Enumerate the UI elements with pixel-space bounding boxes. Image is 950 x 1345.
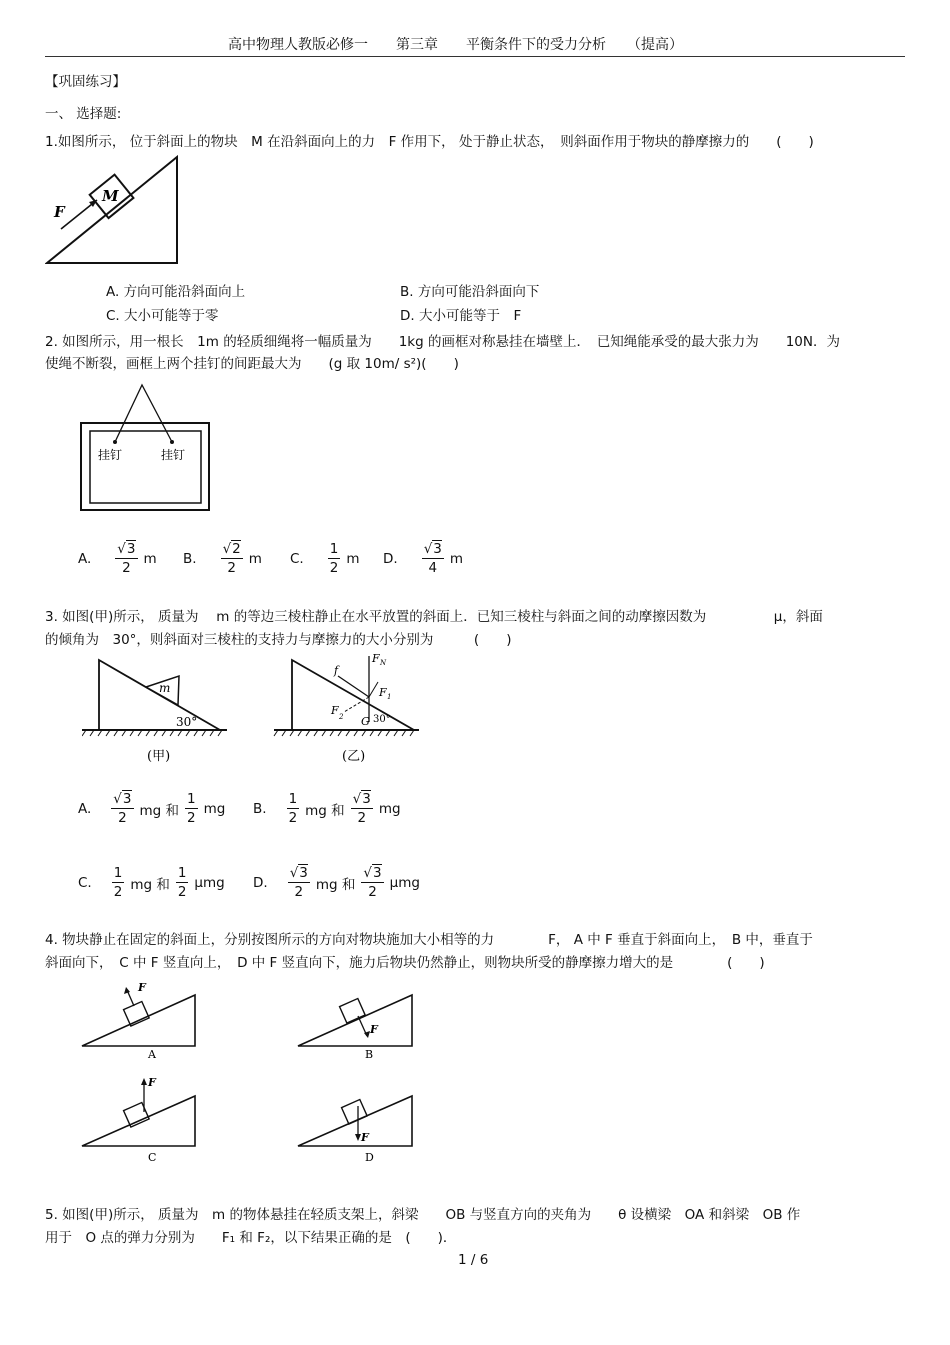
q4-stem-line2: 斜面向下， C 中 F 竖直向上， D 中 F 竖直向下，施力后物块仍然静止，则物块所受的静摩擦力增大的是 ( )	[45, 955, 765, 971]
q1-incline-figure	[45, 155, 180, 267]
q5-stem-line2: 用于 O 点的弹力分别为 F₁ 和 F₂，以下结果正确的是 ( )．	[45, 1230, 457, 1246]
q4-c-force-label: F	[148, 1076, 156, 1089]
q4-caption-d: D	[365, 1151, 374, 1164]
q3-label-fn: F	[372, 652, 380, 665]
q1-option-a: A. 方向可能沿斜面向上	[106, 284, 246, 300]
section-label: 【巩固练习】	[45, 74, 126, 90]
q3-label-f1-sub: 1	[387, 693, 392, 701]
q4-caption-a: A	[148, 1048, 156, 1061]
q3-stem-line1: 3. 如图(甲)所示， 质量为 m 的等边三棱柱静止在水平放置的斜面上．已知三棱柱与斜面之间的动摩擦因数为 μ，斜面	[45, 609, 823, 625]
part-label: 一、 选择题:	[45, 106, 122, 122]
q3-angle-label-left: 30°	[176, 715, 198, 729]
q1-option-b: B. 方向可能沿斜面向下	[400, 284, 540, 300]
q2-option-c: C. $\frac{1}{2}$ m	[290, 541, 360, 576]
q3-option-c: C. $\frac{1}{2}$ mg 和 $\frac{1}{2}$ μmg	[78, 865, 225, 900]
q4-caption-c: C	[148, 1151, 157, 1164]
q3-figure	[82, 652, 432, 767]
q5-stem-line1: 5. 如图(甲)所示， 质量为 m 的物体悬挂在轻质支架上，斜梁 OB 与竖直方向的夹角为 θ 设横梁 OA 和斜梁 OB 作	[45, 1207, 801, 1223]
q3-label-f1: F	[379, 686, 387, 699]
q4-b-force-label: F	[370, 1023, 378, 1036]
q3-option-a: A. $\frac{√3}{2}$ mg 和 $\frac{1}{2}$ mg	[78, 791, 226, 826]
q1-force-label: F	[54, 203, 65, 221]
q2-frame-figure	[78, 380, 213, 515]
page-number: 1 / 6	[458, 1252, 489, 1268]
q4-figure	[78, 978, 423, 1170]
q1-option-c: C. 大小可能等于零	[106, 308, 219, 324]
page-header-title: 高中物理人教版必修一 第三章 平衡条件下的受力分析 （提高）	[228, 37, 683, 53]
q2-option-b: B. $\frac{√2}{2}$ m	[183, 541, 262, 576]
q3-option-d: D. $\frac{√3}{2}$ mg 和 $\frac{√3}{2}$ μmg	[253, 865, 420, 900]
q3-mass-label: m	[159, 681, 171, 695]
q2-option-d: D. $\frac{√3}{4}$ m	[383, 541, 464, 576]
q3-angle-label-right: 30°	[373, 714, 391, 725]
header-rule	[45, 56, 905, 57]
q3-label-f: f	[334, 664, 339, 677]
q2-stem-line2: 使绳不断裂，画框上两个挂钉的间距最大为 (g 取 10m/ s²)( )	[45, 356, 459, 372]
q3-caption-left: (甲)	[147, 749, 171, 764]
q3-option-b: B. $\frac{1}{2}$ mg 和 $\frac{√3}{2}$ mg	[253, 791, 401, 826]
q4-a-force-label: F	[138, 981, 146, 994]
q3-label-f2: F	[331, 704, 339, 717]
q3-label-g: G	[361, 715, 370, 728]
q2-stem-line1: 2. 如图所示，用一根长 1m 的轻质细绳将一幅质量为 1kg 的画框对称悬挂在墙壁上． 已知绳能承受的最大张力为 10N．为	[45, 334, 840, 350]
q2-option-a: A. $\frac{√3}{2}$ m	[78, 541, 157, 576]
q1-option-d: D. 大小可能等于 F	[400, 308, 522, 324]
q2-nail-left-label: 挂钉	[98, 448, 123, 462]
q1-stem: 1.如图所示， 位于斜面上的物块 M 在沿斜面向上的力 F 作用下， 处于静止状态， 则斜面作用于物块的静摩擦力的 ( )	[45, 134, 814, 150]
q4-d-force-label: F	[361, 1131, 369, 1144]
q3-caption-right: (乙)	[342, 749, 366, 764]
q3-label-fn-sub: N	[380, 659, 387, 667]
q3-stem-line2: 的倾角为 30°，则斜面对三棱柱的支持力与摩擦力的大小分别为 ( )	[45, 632, 512, 648]
q3-label-f2-sub: 2	[339, 713, 344, 721]
q4-caption-b: B	[365, 1048, 374, 1061]
q1-block-label: M	[102, 187, 119, 205]
q4-stem-line1: 4. 物块静止在固定的斜面上，分别按图所示的方向对物块施加大小相等的力 F， A 中 F 垂直于斜面向上， B 中，垂直于	[45, 932, 813, 948]
q2-nail-right-label: 挂钉	[161, 448, 186, 462]
